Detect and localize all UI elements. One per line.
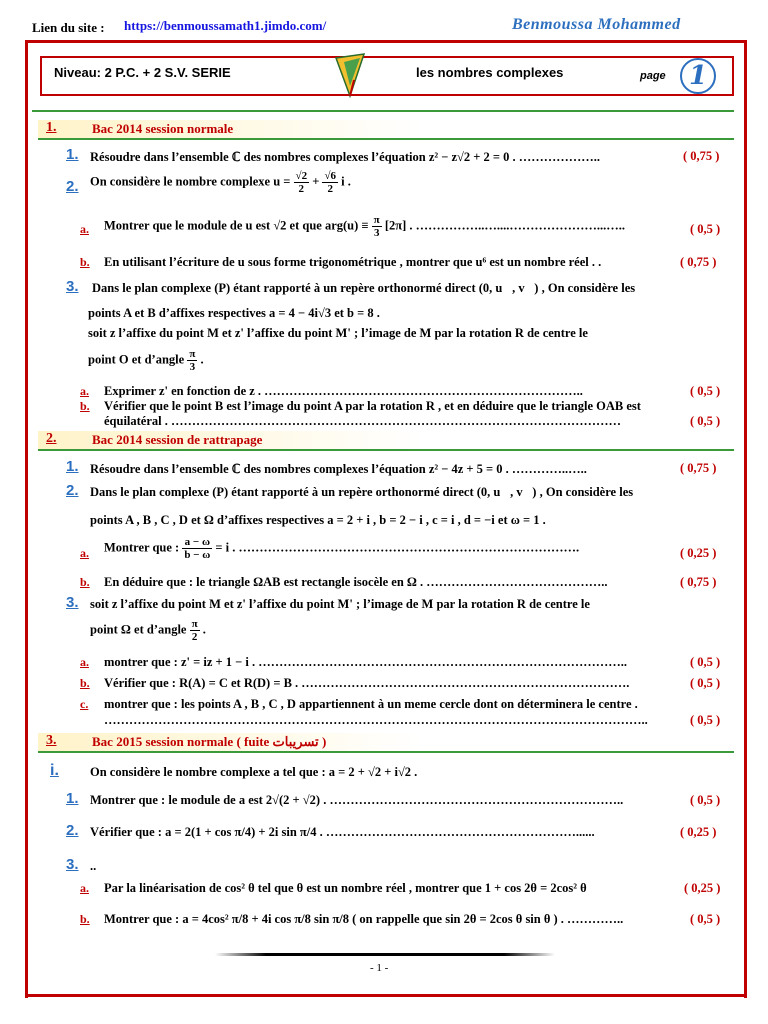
q3-2-points: ( 0,25 ) — [680, 825, 717, 839]
q1-3b-text-2: équilatéral . ……………………………………………………………………………………………… — [104, 414, 622, 428]
q2-3c-points: ( 0,5 ) — [690, 713, 721, 727]
q2-2-number: 2. — [66, 482, 79, 499]
fraction-sqrt2-over-2: $\frac{√2}{2}$ — [295, 170, 308, 195]
fraction-sqrt6-over-2: $\frac{√6}{2}$ — [324, 170, 336, 195]
q1-1-number: 1. — [66, 146, 79, 163]
q3-3-number: 3. — [66, 856, 79, 873]
q2-1-text: Résoudre dans l’ensemble ℂ des nombres complexes l’équation z² − 4z + 5 = 0 . …………..….. — [90, 462, 587, 476]
q3-2-text: Vérifier que : a = 2(1 + cos π/4) + 2i sin π/4 . ……………………………………………………...... — [90, 825, 595, 839]
q2-1-points: ( 0,75 ) — [680, 461, 717, 475]
section-3-number: 3. — [46, 733, 57, 748]
q1-3b-text-1: Vérifier que le point B est l’image du point A par la rotation R , et en déduire que le triangle OAB est — [104, 399, 641, 413]
q1-3-angle-lead: point O et d’angle — [88, 352, 188, 367]
section-2-title: Bac 2014 session de rattrapage — [92, 432, 263, 447]
q2-2a-lead: Montrer que : — [104, 540, 183, 555]
q3-i-text: On considère le nombre complexe a tel que : a = 2 + √2 + i√2 . — [90, 765, 418, 779]
q1-1-points: ( 0,75 ) — [683, 149, 720, 163]
q2-3a-text: montrer que : z' = iz + 1 − i . …………………………………………………………………………….. — [104, 655, 627, 669]
q2-2a-text: Montrer que : $\frac{a - \omega}{b - \omega}$ = i . ………………………………………………………………………. — [104, 536, 580, 561]
q2-2-text-1: Dans le plan complexe (P) étant rapporté à un repère orthonormé direct (0, u⃗, v⃗) , On considère les — [90, 485, 634, 499]
page-frame-bottom — [25, 994, 747, 997]
q2-2-text-2: points A , B , C , D et Ω d’affixes respectives a = 2 + i , b = 2 − i , c = i , d = −i et ω = 1 . — [90, 513, 546, 527]
q3-3b-text: Montrer que : a = 4cos² π/8 + 4i cos π/8 sin π/8 ( on rappelle que sin 2θ = 2cos θ sin θ ) . ………….. — [104, 912, 624, 926]
topic-title: les nombres complexes — [416, 65, 564, 80]
q3-3a-points: ( 0,25 ) — [684, 881, 721, 895]
q3-1-text: Montrer que : le module de a est 2√(2 + √2) . …………………………………………………………….. — [90, 793, 624, 807]
q1-2-text: On considère le nombre complexe u = $\frac{√2}{2}$ + $\frac{√6}{2}$ i . — [90, 170, 351, 195]
q1-2b-text: En utilisant l’écriture de u sous forme trigonométrique , montrer que u⁶ est un nombre réel . . — [104, 255, 602, 269]
q3-i-number: i. — [50, 762, 59, 779]
q2-3-text-1: soit z l’affixe du point M et z' l’affixe du point M' ; l’image de M par la rotation R de centre le — [90, 597, 590, 611]
page-label: page — [640, 70, 666, 82]
q3-1-points: ( 0,5 ) — [690, 793, 721, 807]
q1-3a-points: ( 0,5 ) — [690, 384, 721, 398]
q2-3a-points: ( 0,5 ) — [690, 655, 721, 669]
q1-1-text: Résoudre dans l’ensemble ℂ des nombres complexes l’équation z² − z√2 + 2 = 0 . ……………….. — [90, 150, 601, 164]
q1-3b-label: b. — [80, 399, 90, 413]
q1-3-text-1: Dans le plan complexe (P) étant rapporté à un repère orthonormé direct (0, u⃗, v⃗) , On considère les — [92, 281, 636, 295]
page-footer-number: - 1 - — [370, 962, 389, 974]
q2-3c-text-1: montrer que : les points A , B , C , D appartiennent à un meme cercle dont on déterminera le centre . — [104, 697, 638, 711]
q1-2a-lead: Montrer que le module de u est √2 et que arg(u) ≡ — [104, 218, 372, 233]
q2-3c-label: c. — [80, 697, 89, 711]
q2-3-number: 3. — [66, 594, 79, 611]
fraction-a-minus-omega: $\frac{a - \omega}{b - \omega}$ — [184, 536, 211, 561]
q2-3-angle-lead: point Ω et d’angle — [90, 622, 190, 637]
q1-3-number: 3. — [66, 278, 79, 295]
fraction-pi-over-3-b: $\frac{\pi}{3}$ — [189, 348, 196, 373]
q1-2a-text: Montrer que le module de u est √2 et que arg(u) ≡ $\frac{\pi}{3}$ [2π] . ……………..…....…………………...….. — [104, 214, 626, 239]
section-2-number: 2. — [46, 431, 57, 446]
section-3-title: Bac 2015 session normale ( fuite تسريبات ) — [92, 734, 327, 749]
q2-3b-label: b. — [80, 676, 90, 690]
q2-3b-text: Vérifier que : R(A) = C et R(D) = B . ……………………………………………………………………. — [104, 676, 630, 690]
q2-3a-label: a. — [80, 655, 89, 669]
q2-2b-text: En déduire que : le triangle ΩAB est rectangle isocèle en Ω . …………………………………….. — [104, 575, 608, 589]
q2-2a-label: a. — [80, 546, 89, 560]
section-1-title: Bac 2014 session normale — [92, 121, 234, 136]
q2-2b-label: b. — [80, 575, 90, 589]
page-number-badge: 1 — [680, 58, 716, 94]
q1-3-text-2: points A et B d’affixes respectives a = 4 − 4i√3 et b = 8 . — [88, 306, 380, 320]
q3-2-number: 2. — [66, 822, 79, 839]
q3-3a-label: a. — [80, 881, 89, 895]
footer-rule — [215, 953, 555, 956]
pen-logo-icon — [330, 50, 370, 100]
q1-3a-text: Exprimer z' en fonction de z . ………………………………………………………………….. — [104, 384, 583, 398]
q2-2b-points: ( 0,75 ) — [680, 575, 717, 589]
q1-2b-points: ( 0,75 ) — [680, 255, 717, 269]
level-title: Niveau: 2 P.C. + 2 S.V. SERIE — [54, 65, 231, 80]
q3-3-text: .. — [90, 859, 97, 873]
site-label: Lien du site : — [32, 20, 105, 35]
q1-2a-label: a. — [80, 222, 89, 236]
q3-1-number: 1. — [66, 790, 79, 807]
site-link[interactable]: https://benmoussamath1.jimdo.com/ — [124, 18, 327, 33]
author-name: Benmoussa Mohammed — [512, 16, 681, 33]
q3-3b-label: b. — [80, 912, 90, 926]
q1-2a-points: ( 0,5 ) — [690, 222, 721, 236]
section-1-number: 1. — [46, 120, 57, 135]
header-rule — [32, 110, 734, 112]
q3-3a-text: Par la linéarisation de cos² θ tel que θ est un nombre réel , montrer que 1 + cos 2θ = 2cos² θ — [104, 881, 587, 895]
q1-3-text-3: soit z l’affixe du point M et z' l’affixe du point M' ; l’image de M par la rotation R de centre le — [88, 326, 588, 340]
fraction-pi-over-3: $\frac{\pi}{3}$ — [373, 214, 380, 239]
q1-2-number: 2. — [66, 178, 79, 195]
q2-3b-points: ( 0,5 ) — [690, 676, 721, 690]
q1-2-lead: On considère le nombre complexe u = — [90, 174, 294, 189]
fraction-pi-over-2: $\frac{\pi}{2}$ — [191, 618, 198, 643]
q3-3b-points: ( 0,5 ) — [690, 912, 721, 926]
q2-1-number: 1. — [66, 458, 79, 475]
q1-2b-label: b. — [80, 255, 90, 269]
q1-3a-label: a. — [80, 384, 89, 398]
q1-3b-points: ( 0,5 ) — [690, 414, 721, 428]
q2-3c-text-2: ………………………………………………………………………………………………………………….. — [104, 713, 648, 727]
q2-2a-points: ( 0,25 ) — [680, 546, 717, 560]
q1-3-text-4: point O et d’angle $\frac{\pi}{3}$ . — [88, 348, 204, 373]
q2-3-text-2: point Ω et d’angle $\frac{\pi}{2}$ . — [90, 618, 206, 643]
